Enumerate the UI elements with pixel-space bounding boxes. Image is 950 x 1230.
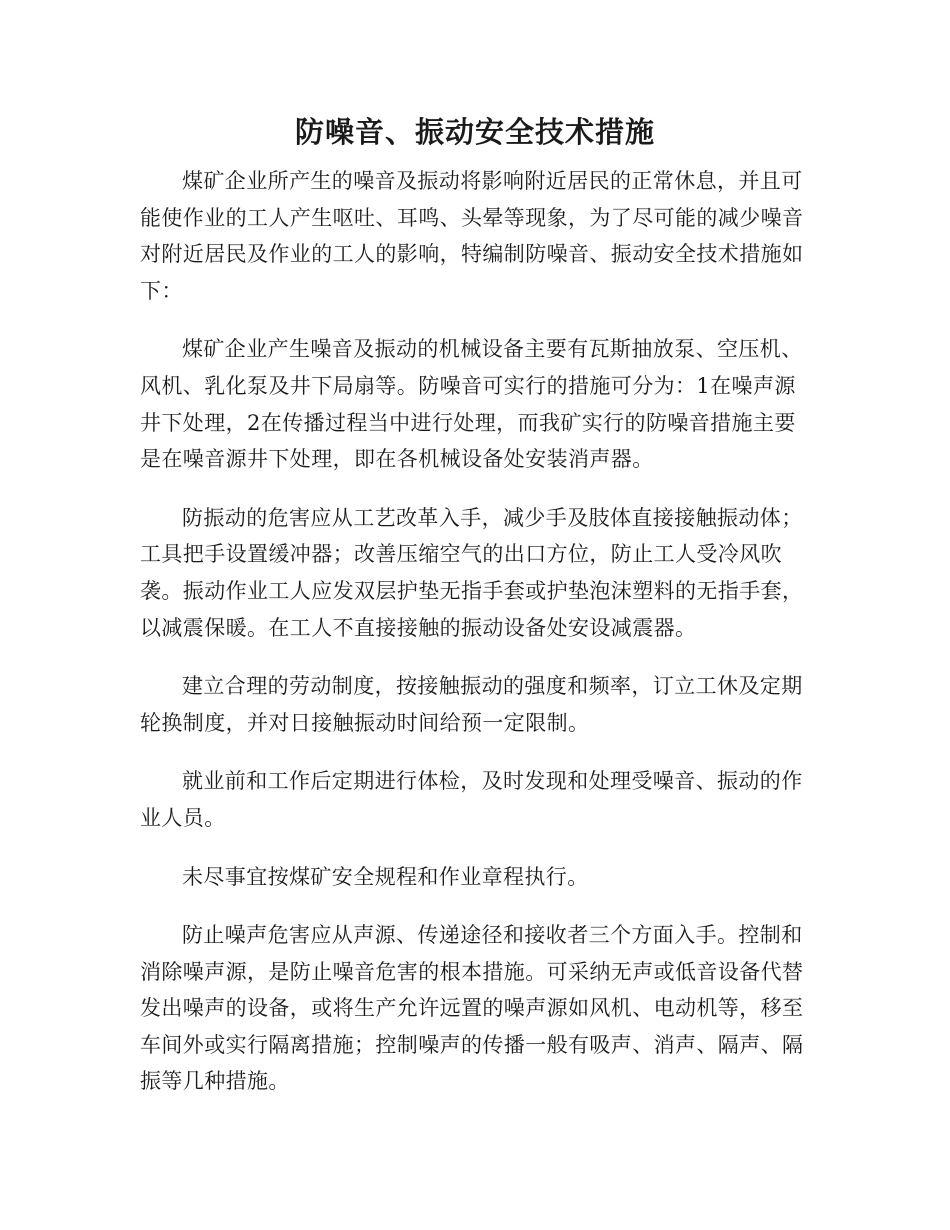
document-title: 防噪音、振动安全技术措施 [294, 115, 655, 149]
paragraph-other-matters: 未尽事宜按煤矿安全规程和作业章程执行。 [182, 864, 589, 889]
paragraph-labor-system: 建立合理的劳动制度，按接触振动的强度和频率，订立工休及定期轮换制度，并对日接触振动时间给预一定限制。 [140, 674, 803, 735]
paragraph-noise-sources: 煤矿企业产生噪音及振动的机械设备主要有瓦斯抽放泵、空压机、风机、乳化泵及井下局扇等。防噪音可实行的措施可分为：1在噪声源井下处理，2在传播过程当中进行处理，而我矿实行的防噪音措施主要是在噪音源井下处理，即在各机械设备处安装消声器。 [140, 337, 803, 472]
paragraph-vibration-measures: 防振动的危害应从工艺改革入手，减少手及肢体直接接触振动体；工具把手设置缓冲器；改善压缩空气的出口方位，防止工人受冷风吹袭。振动作业工人应发双层护垫无指手套或护垫泡沫塑料的无指手套，以减震保暖。在工人不直接接触的振动设备处安设减震器。 [140, 505, 804, 640]
document-body [140, 163, 810, 1122]
paragraph-health-check: 就业前和工作后定期进行体检，及时发现和处理受噪音、振动的作业人员。 [140, 769, 803, 830]
paragraph-intro: 煤矿企业所产生的噪音及振动将影响附近居民的正常休息，并且可能使作业的工人产生呕吐、耳鸣、头晕等现象，为了尽可能的减少噪音对附近居民及作业的工人的影响，特编制防噪音、振动安全技术措施如下： [140, 169, 804, 303]
paragraph-noise-prevention: 防止噪声危害应从声源、传递途径和接收者三个方面入手。控制和消除噪声源，是防止噪音危害的根本措施。可采纳无声或低音设备代替发出噪声的设备，或将生产允许远置的噪声源如风机、电动机等，移至车间外或实行隔离措施；控制噪声的传播一般有吸声、消声、隔声、隔振等几种措施。 [140, 923, 804, 1094]
